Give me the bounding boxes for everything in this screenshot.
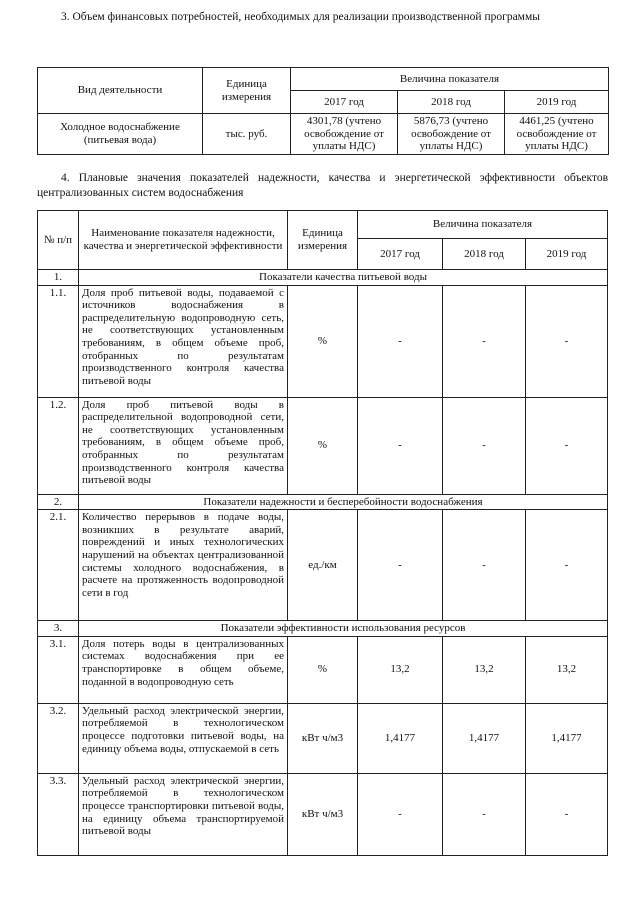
row-value-2017: 13,2	[358, 636, 443, 703]
row-unit: кВт ч/м3	[288, 773, 358, 855]
header-year-2017: 2017 год	[291, 91, 398, 114]
row-value-2018: 1,4177	[443, 703, 526, 773]
row-value-2017: 1,4177	[358, 703, 443, 773]
row-value-2017: -	[358, 773, 443, 855]
section-num: 1.	[38, 270, 79, 286]
row-value-2018: 13,2	[443, 636, 526, 703]
header-unit: Единица измерения	[203, 68, 291, 114]
section-num: 2.	[38, 494, 79, 510]
row-name: Доля проб питьевой воды, подаваемой с источников водоснабжения в распределительную водопроводную сеть, не соответствующих установленным требованиям, в общем объеме проб, отобранных по результатам производственного контроля качества питьевой воды	[79, 285, 288, 397]
header-year-2018: 2018 год	[443, 239, 526, 270]
row-num: 3.3.	[38, 773, 79, 855]
section3-heading: 3. Объем финансовых потребностей, необходимых для реализации производственной программы	[61, 11, 540, 23]
row-value-2018: -	[443, 285, 526, 397]
header-year-2019: 2019 год	[505, 91, 609, 114]
cell-value-2018: 5876,73 (учтено освобождение от уплаты НДС)	[398, 114, 505, 155]
header-name: Наименование показателя надежности, качества и энергетической эффективности	[79, 211, 288, 270]
row-unit: %	[288, 397, 358, 494]
row-value-2019: 13,2	[526, 636, 608, 703]
header-unit: Единица измерения	[288, 211, 358, 270]
section-title: Показатели качества питьевой воды	[79, 270, 608, 286]
row-unit: %	[288, 636, 358, 703]
row-name: Удельный расход электрической энергии, потребляемой в технологическом процессе транспортировки питьевой воды, на единицу объема транспортируемой питьевой воды	[79, 773, 288, 855]
row-name: Количество перерывов в подаче воды, возникших в результате аварий, повреждений и иных технологических нарушений на объектах централизованной системы холодного водоснабжения, в расчете на протяженность водопроводной сети в год	[79, 510, 288, 621]
row-num: 3.1.	[38, 636, 79, 703]
row-value-2019: -	[526, 510, 608, 621]
row-unit: кВт ч/м3	[288, 703, 358, 773]
row-num: 1.1.	[38, 285, 79, 397]
row-value-2018: -	[443, 397, 526, 494]
section-title: Показатели надежности и бесперебойности водоснабжения	[79, 494, 608, 510]
indicators-table	[37, 210, 608, 856]
header-year-2018: 2018 год	[398, 91, 505, 114]
row-value-2017: -	[358, 285, 443, 397]
header-value: Величина показателя	[358, 211, 608, 239]
row-value-2019: -	[526, 773, 608, 855]
header-year-2017: 2017 год	[358, 239, 443, 270]
cell-value-2019: 4461,25 (учтено освобождение от уплаты НДС)	[505, 114, 609, 155]
financial-table	[37, 67, 609, 155]
header-num: № п/п	[38, 211, 79, 270]
cell-value-2017: 4301,78 (учтено освобождение от уплаты НДС)	[291, 114, 398, 155]
cell-unit: тыс. руб.	[203, 114, 291, 155]
section-title: Показатели эффективности использования ресурсов	[79, 621, 608, 637]
row-unit: %	[288, 285, 358, 397]
row-num: 3.2.	[38, 703, 79, 773]
row-value-2018: -	[443, 510, 526, 621]
row-value-2019: 1,4177	[526, 703, 608, 773]
row-num: 2.1.	[38, 510, 79, 621]
row-value-2017: -	[358, 397, 443, 494]
section4-heading: 4. Плановые значения показателей надежности, качества и энергетической эффективности объектов централизованных систем водоснабжения	[37, 172, 608, 199]
row-value-2017: -	[358, 510, 443, 621]
header-year-2019: 2019 год	[526, 239, 608, 270]
row-name: Доля проб питьевой воды в распределительной водопроводной сети, не соответствующих установленным требованиям, в общем объеме проб, отобранных по результатам производственного контроля качества питьевой воды	[79, 397, 288, 494]
row-name: Доля потерь воды в централизованных системах водоснабжения при ее транспортировке в общем объеме, поданной в водопроводную сеть	[79, 636, 288, 703]
header-activity: Вид деятельности	[38, 68, 203, 114]
row-value-2018: -	[443, 773, 526, 855]
row-unit: ед./км	[288, 510, 358, 621]
cell-activity: Холодное водоснабжение (питьевая вода)	[38, 114, 203, 155]
row-name: Удельный расход электрической энергии, потребляемой в технологическом процессе подготовки питьевой воды, на единицу объема воды, отпускаемой в сеть	[79, 703, 288, 773]
section-num: 3.	[38, 621, 79, 637]
row-value-2019: -	[526, 285, 608, 397]
header-value: Величина показателя	[291, 68, 609, 91]
row-value-2019: -	[526, 397, 608, 494]
row-num: 1.2.	[38, 397, 79, 494]
